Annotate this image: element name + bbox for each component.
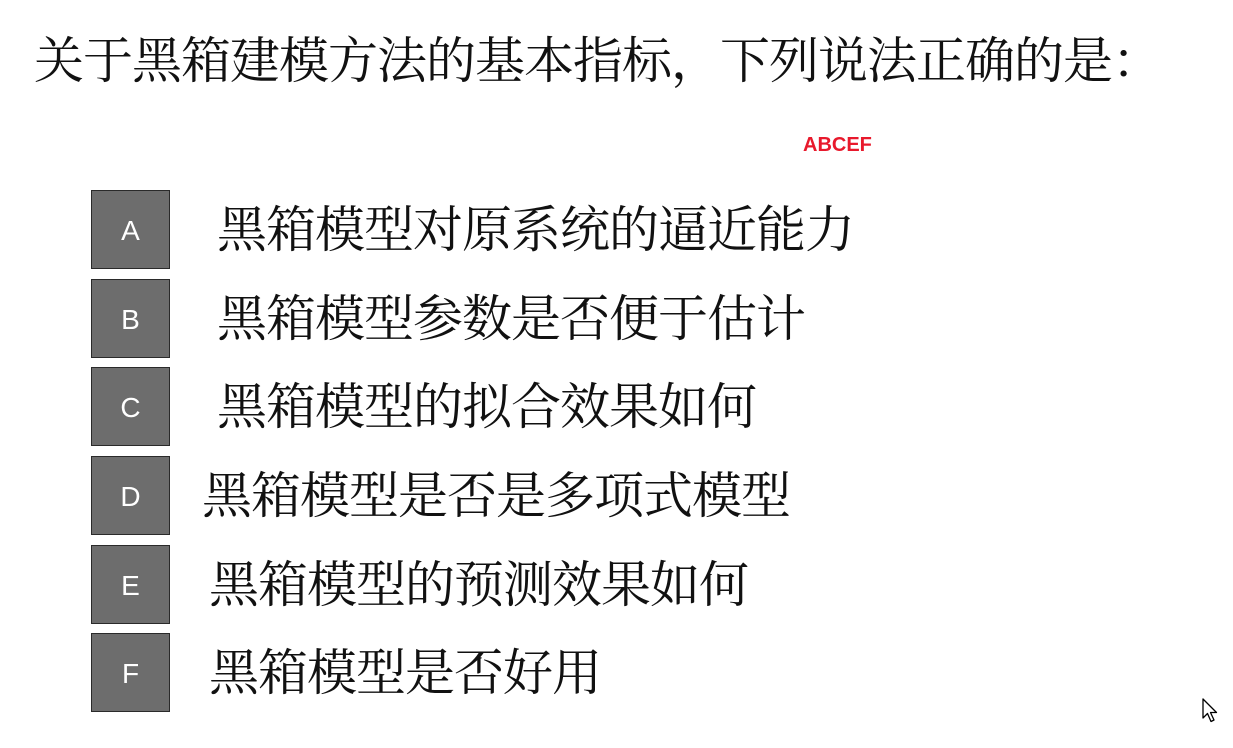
option-f-button[interactable]: F (91, 633, 170, 712)
answer-key: ABCEF (803, 134, 872, 156)
mouse-pointer-icon (1202, 698, 1220, 724)
option-c-text: 黑箱模型的拟合效果如何 (217, 378, 756, 436)
option-a-text: 黑箱模型对原系统的逼近能力 (217, 201, 854, 259)
option-f-text: 黑箱模型是否好用 (209, 644, 601, 702)
option-e-text: 黑箱模型的预测效果如何 (209, 556, 748, 614)
option-b-text: 黑箱模型参数是否便于估计 (217, 290, 805, 348)
question-title: 关于黑箱建模方法的基本指标，下列说法正确的是： (34, 32, 1161, 90)
option-d-button[interactable]: D (91, 456, 170, 535)
option-e-button[interactable]: E (91, 545, 170, 624)
option-b-button[interactable]: B (91, 279, 170, 358)
option-a-button[interactable]: A (91, 190, 170, 269)
option-c-button[interactable]: C (91, 367, 170, 446)
option-d-text: 黑箱模型是否是多项式模型 (202, 467, 790, 525)
